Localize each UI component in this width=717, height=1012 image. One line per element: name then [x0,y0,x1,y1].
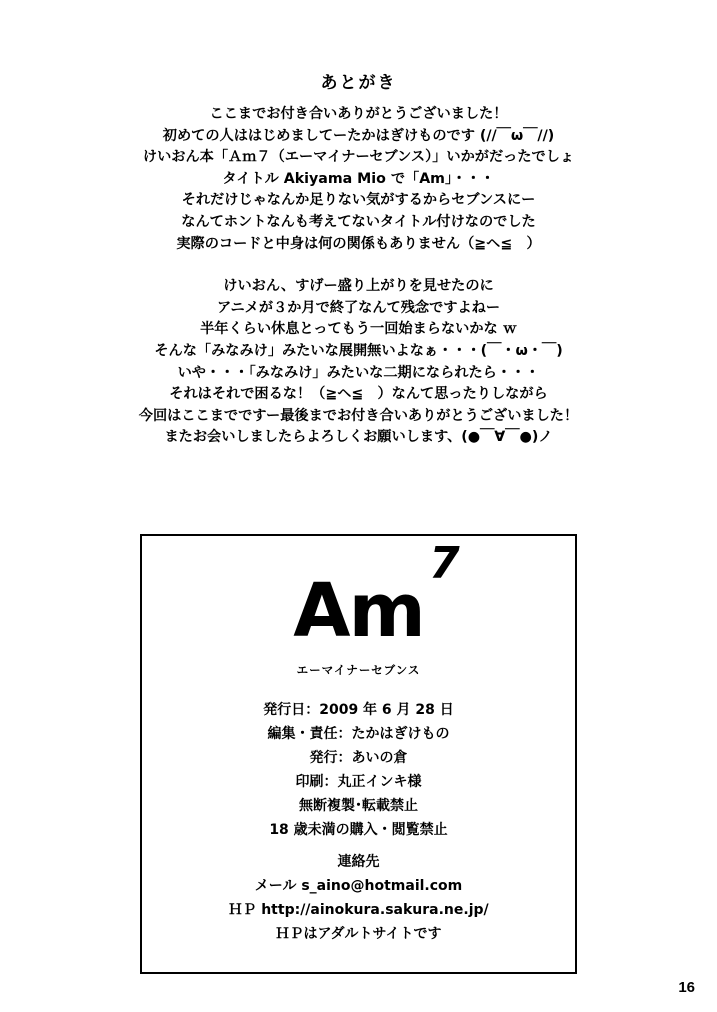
logo-text: Am [293,568,424,654]
afterword-line: 今回はここまでですー最後までお付き合いありがとうございました！ [138,407,579,424]
colophon-box [140,534,577,974]
logo-superscript: 7 [429,538,458,589]
afterword-line: いや・・・「みなみけ」みたいな二期になられたら・・・ [177,364,540,381]
colophon-line: 発行：あいの倉 [309,750,408,766]
afterword-line: けいおん本「Ａｍ７（エーマイナーセブンス）」いかがだったでしょ [142,149,575,166]
afterword-line: なんてホントなんも考えてないタイトル付けなのでした [181,213,536,230]
colophon-line: 発行日：2009 年 6 月 28 日 [263,702,454,718]
afterword-line: けいおん、すげー盛り上がりを見せたのに [223,278,494,295]
page-number: 16 [678,979,695,996]
afterword-line: それだけじゃなんか足りない気がするからセブンスにー [181,192,536,209]
afterword-line: 半年くらい休息とってもう一回始まらないかな ｗ [200,321,517,338]
colophon-details [142,698,575,842]
colophon-line: 18 歳未満の購入・閲覧禁止 [269,822,448,838]
afterword-line: それはそれで困るな！（≧ヘ≦ ）なんて思ったりしながら [169,386,548,403]
logo-subtitle: エーマイナーセブンス [296,663,421,677]
afterword-line: そんな「みなみけ」みたいな展開無いよなぁ・・・(￣・ω・￣) [154,342,563,359]
afterword-line: 実際のコードと中身は何の関係もありません（≧ヘ≦ ） [176,235,541,252]
am7-logo [293,538,458,654]
afterword-text [0,104,717,449]
contact-heading: 連絡先 [337,854,380,870]
contact-details [142,850,575,946]
afterword-line: またお会いしましたらよろしくお願いします、(●￣∀￣●)ノ [164,429,553,446]
afterword-line: アニメが３か月で終了なんて残念ですよねー [216,299,501,316]
contact-email: メール s_aino@hotmail.com [254,878,463,894]
colophon-line: 無断複製･転載禁止 [299,798,418,814]
colophon-line: 編集・責任：たかはぎけもの [267,726,450,742]
logo-area [142,538,575,654]
afterword-line: タイトル Akiyama Mio で「Am」・・・ [222,170,495,187]
contact-note: ＨＰはアダルトサイトです [275,926,442,942]
page-title: あとがき [320,73,397,93]
afterword-line: ここまでお付き合いありがとうございました！ [209,106,508,122]
paragraph-spacer [0,255,717,276]
contact-website: ＨＰ http://ainokura.sakura.ne.jp/ [228,902,489,918]
colophon-line: 印刷：丸正インキ様 [295,774,422,790]
afterword-line: 初めての人ははじめましてーたかはぎけものです (//￣ω￣//) [162,127,555,144]
